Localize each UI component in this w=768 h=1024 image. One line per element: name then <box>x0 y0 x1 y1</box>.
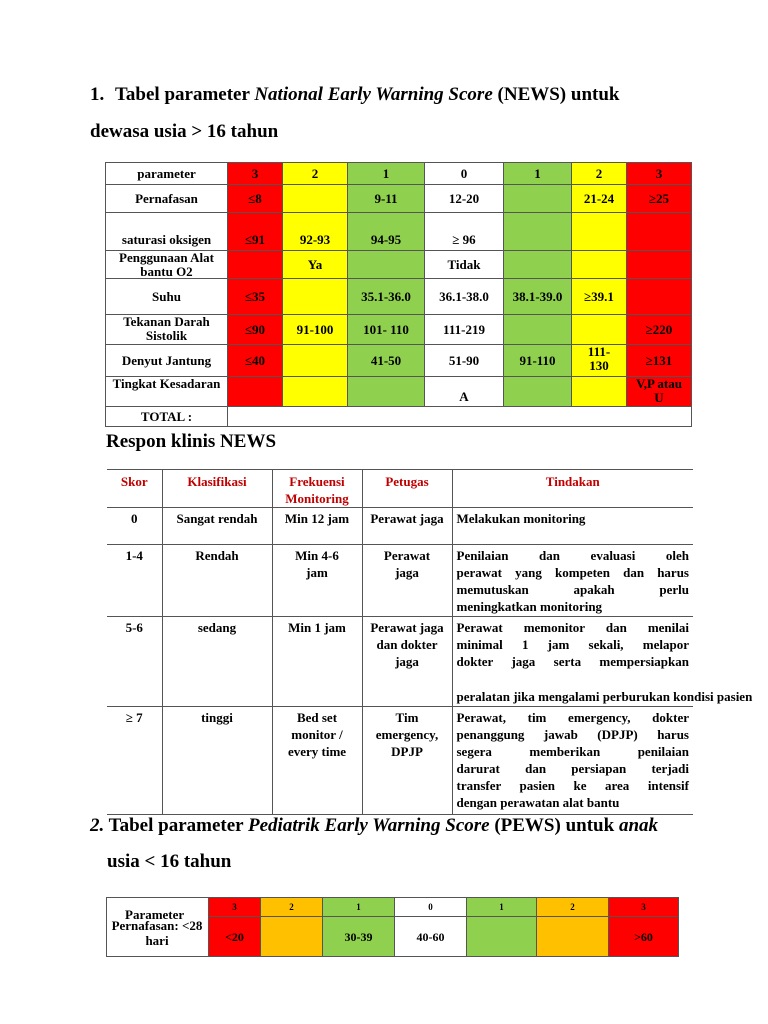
table-cell: 40-60 <box>395 917 467 957</box>
petugas-cell <box>362 545 452 617</box>
table-cell: 41-50 <box>348 345 425 377</box>
table-cell <box>572 377 627 407</box>
petugas-text: Perawat jaga <box>370 511 444 526</box>
row-label: Denyut Jantung <box>106 345 228 377</box>
row-label: saturasi oksigen <box>106 213 228 251</box>
news-table <box>105 162 692 427</box>
klasifikasi-cell: sedang <box>162 617 272 707</box>
table-cell <box>504 185 572 213</box>
table-cell <box>572 315 627 345</box>
tindakan-line: segera memberikan penilaian <box>456 744 689 759</box>
tindakan-line: penanggung jawab (DPJP) harus <box>456 727 689 742</box>
row-label-text: Tingkat Kesadaran <box>112 376 221 391</box>
row-label-text: Tekanan Darah Sistolik <box>123 314 210 343</box>
table-cell <box>348 251 425 279</box>
row-label <box>106 315 228 345</box>
petugas-cell <box>362 707 452 815</box>
frekuensi-cell: Min 1 jam <box>272 617 362 707</box>
pews-label-cell <box>107 898 209 957</box>
petugas-cell <box>362 617 452 707</box>
news-header-1: 1 <box>348 163 425 185</box>
section1-title-line2: dewasa usia > 16 tahun <box>90 121 279 142</box>
row-label <box>106 251 228 279</box>
table-cell <box>283 185 348 213</box>
table-cell: ≤8 <box>228 185 283 213</box>
table-cell: 91-110 <box>504 345 572 377</box>
news-row-suhu <box>106 279 692 315</box>
table-cell <box>572 213 627 251</box>
petugas-cell <box>362 508 452 545</box>
table-cell: ≥ 96 <box>425 213 504 251</box>
section2-title-line2: usia < 16 tahun <box>107 851 232 872</box>
row-label: Pernafasan <box>106 185 228 213</box>
tindakan-line: Perawat, tim emergency, dokter <box>456 710 689 725</box>
section1-heading <box>90 84 619 106</box>
tindakan-line: dokter jaga serta mempersiapkan <box>456 654 689 669</box>
section1-title-pre: Tabel parameter <box>115 84 255 105</box>
section2-number: 2. <box>90 815 105 836</box>
tindakan-line: Perawat memonitor dan menilai <box>456 620 689 635</box>
row-label <box>106 377 228 407</box>
tindakan-cell: Melakukan monitoring <box>452 508 693 545</box>
respon-row <box>107 617 693 707</box>
table-cell: A <box>425 377 504 407</box>
pews-header-1: 1 <box>323 898 395 917</box>
table-cell: 111-219 <box>425 315 504 345</box>
respon-header-row <box>107 470 693 508</box>
skor-cell: 1-4 <box>107 545 162 617</box>
table-cell: ≥25 <box>627 185 692 213</box>
table-cell <box>467 917 537 957</box>
respon-row <box>107 707 693 815</box>
pews-header-row <box>107 898 679 917</box>
table-cell <box>504 251 572 279</box>
pews-table <box>106 897 679 957</box>
section1-title-italic: National Early Warning Score <box>254 84 493 105</box>
news-row-denyut <box>106 345 692 377</box>
table-cell: 30-39 <box>323 917 395 957</box>
tindakan-line: transfer pasien ke area intensif <box>456 778 689 793</box>
frekuensi-cell <box>272 545 362 617</box>
pews-header-3b: 3 <box>609 898 679 917</box>
section1-number: 1. <box>90 84 105 105</box>
petugas-text: Tim emergency, DPJP <box>375 710 439 759</box>
table-cell: ≤91 <box>228 213 283 251</box>
table-cell: 9-11 <box>348 185 425 213</box>
news-row-pernafasan <box>106 185 692 213</box>
tindakan-line: dengan perawatan alat bantu <box>456 795 620 810</box>
respon-title: Respon klinis NEWS <box>106 431 277 452</box>
klasifikasi-cell: Sangat rendah <box>162 508 272 545</box>
news-header-3b: 3 <box>627 163 692 185</box>
table-cell: ≤90 <box>228 315 283 345</box>
respon-table <box>107 469 753 815</box>
table-cell <box>627 251 692 279</box>
respon-row <box>107 545 693 617</box>
klasifikasi-cell: tinggi <box>162 707 272 815</box>
section2-title-italic: Pediatrik Early Warning Score <box>248 815 490 836</box>
table-cell: 91-100 <box>283 315 348 345</box>
table-cell <box>261 917 323 957</box>
tindakan-cell <box>452 707 693 815</box>
header-tindakan: Tindakan <box>452 470 693 508</box>
table-cell: 35.1-36.0 <box>348 279 425 315</box>
news-row-saturasi <box>106 213 692 251</box>
table-cell <box>504 213 572 251</box>
table-cell: 92-93 <box>283 213 348 251</box>
pews-header-parameter: Parameter <box>125 907 185 922</box>
table-cell-text: 111-130 <box>587 344 611 373</box>
petugas-text: Perawat jaga dan dokter jaga <box>370 620 444 669</box>
table-cell <box>572 345 627 377</box>
news-row-total <box>106 407 692 427</box>
news-header-parameter: parameter <box>106 163 228 185</box>
table-cell <box>627 279 692 315</box>
section2-title-pre: Tabel parameter <box>108 815 248 836</box>
table-cell <box>627 377 692 407</box>
table-cell: 94-95 <box>348 213 425 251</box>
news-row-tekanan <box>106 315 692 345</box>
section2-heading <box>90 815 658 837</box>
tindakan-cell <box>452 617 753 707</box>
row-label-text: Penggunaan Alat bantu O2 <box>119 250 214 279</box>
tindakan-cell <box>452 545 693 617</box>
news-header-2b: 2 <box>572 163 627 185</box>
news-header-0: 0 <box>425 163 504 185</box>
respon-row <box>107 508 693 545</box>
frekuensi-cell: Min 12 jam <box>272 508 362 545</box>
total-value <box>228 407 692 427</box>
klasifikasi-cell: Rendah <box>162 545 272 617</box>
pews-row-label: Pernafasan: <28 hari <box>111 918 203 948</box>
tindakan-line: meningkatkan monitoring <box>456 599 603 614</box>
table-cell: 101- 110 <box>348 315 425 345</box>
frekuensi-cell <box>272 707 362 815</box>
table-cell: 38.1-39.0 <box>504 279 572 315</box>
header-klasifikasi: Klasifikasi <box>162 470 272 508</box>
table-cell: ≥39.1 <box>572 279 627 315</box>
table-cell: ≤40 <box>228 345 283 377</box>
tindakan-line: Penilaian dan evaluasi oleh <box>456 548 689 563</box>
tindakan-line: peralatan jika mengalami perburukan kondisi pasien <box>456 689 753 704</box>
table-cell <box>283 345 348 377</box>
table-cell: Ya <box>283 251 348 279</box>
table-cell: 12-20 <box>425 185 504 213</box>
table-cell: >60 <box>609 917 679 957</box>
table-cell: 36.1-38.0 <box>425 279 504 315</box>
header-petugas: Petugas <box>362 470 452 508</box>
table-cell <box>348 377 425 407</box>
news-header-3: 3 <box>228 163 283 185</box>
table-cell <box>228 251 283 279</box>
news-row-kesadaran <box>106 377 692 407</box>
row-label: Suhu <box>106 279 228 315</box>
table-cell-text: V,P atau U <box>636 376 682 405</box>
tindakan-line: memutuskan apakah perlu <box>456 582 689 597</box>
table-cell: 51-90 <box>425 345 504 377</box>
petugas-text: Perawat jaga <box>383 548 431 580</box>
tindakan-line: perawat yang kompeten dan harus <box>456 565 689 580</box>
table-cell <box>283 279 348 315</box>
table-cell <box>504 377 572 407</box>
header-frekuensi: Frekuensi Monitoring <box>272 470 362 508</box>
table-cell: ≤35 <box>228 279 283 315</box>
tindakan-line: minimal 1 jam sekali, melapor <box>456 637 689 652</box>
table-cell: 21-24 <box>572 185 627 213</box>
table-cell <box>504 315 572 345</box>
table-cell <box>572 251 627 279</box>
skor-cell: 0 <box>107 508 162 545</box>
section2-title-post: (PEWS) untuk <box>489 815 619 836</box>
pews-header-1b: 1 <box>467 898 537 917</box>
header-skor: Skor <box>107 470 162 508</box>
table-cell: ≥131 <box>627 345 692 377</box>
skor-cell: ≥ 7 <box>107 707 162 815</box>
pews-header-0: 0 <box>395 898 467 917</box>
table-cell <box>627 213 692 251</box>
table-cell: <20 <box>209 917 261 957</box>
section1-title-post: (NEWS) untuk <box>492 84 620 105</box>
news-row-penggunaan <box>106 251 692 279</box>
table-cell <box>537 917 609 957</box>
pews-header-2b: 2 <box>537 898 609 917</box>
frekuensi-text: Min 4-6 jam <box>295 548 339 580</box>
news-header-1b: 1 <box>504 163 572 185</box>
table-cell <box>228 377 283 407</box>
pews-header-2: 2 <box>261 898 323 917</box>
tindakan-line: darurat dan persiapan terjadi <box>456 761 689 776</box>
news-header-2: 2 <box>283 163 348 185</box>
table-cell: Tidak <box>425 251 504 279</box>
total-label: TOTAL : <box>106 407 228 427</box>
news-header-row <box>106 163 692 185</box>
table-cell: ≥220 <box>627 315 692 345</box>
frekuensi-text: Bed set monitor / every time <box>287 710 347 759</box>
pews-header-3: 3 <box>209 898 261 917</box>
skor-cell: 5-6 <box>107 617 162 707</box>
section2-title-italic2: anak <box>618 815 659 836</box>
table-cell <box>283 377 348 407</box>
